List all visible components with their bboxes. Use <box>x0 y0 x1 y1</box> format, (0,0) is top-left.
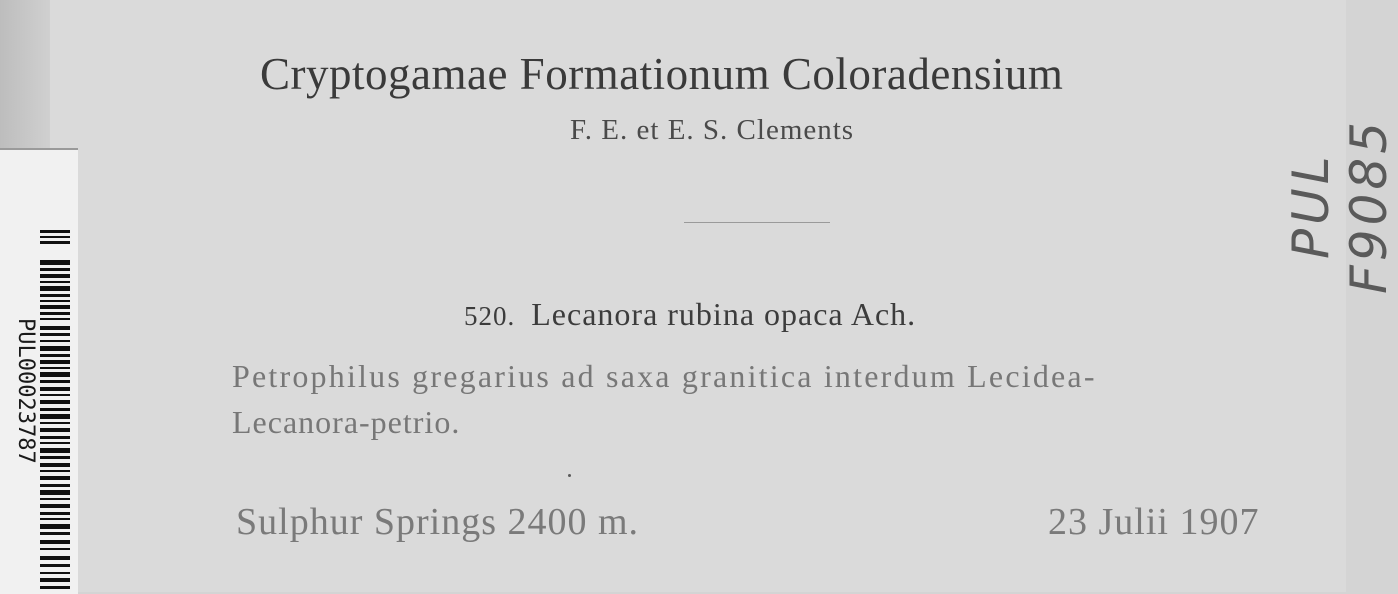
barcode-icon <box>40 230 70 592</box>
specimen-label <box>50 0 1398 592</box>
label-title: Cryptogamae Formationum Coloradensium <box>260 49 1064 99</box>
habitat-line-2: Lecanora-petrio. <box>232 404 461 440</box>
handwritten-accession: PUL F9085 <box>1282 118 1398 295</box>
collection-date: 23 Julii 1907 <box>1048 501 1260 543</box>
locality: Sulphur Springs 2400 m. <box>236 501 640 543</box>
habitat-line-1: Petrophilus gregarius ad saxa granitica interdum Lecidea- <box>232 358 1097 394</box>
species-line <box>464 296 916 333</box>
specimen-number: 520. <box>464 301 516 331</box>
barcode-number: PUL00023787 <box>13 318 38 464</box>
label-authors: F. E. et E. S. Clements <box>570 114 855 146</box>
ink-speck <box>568 474 571 477</box>
divider <box>684 222 830 223</box>
species-name: Lecanora rubina opaca Ach. <box>531 296 917 332</box>
